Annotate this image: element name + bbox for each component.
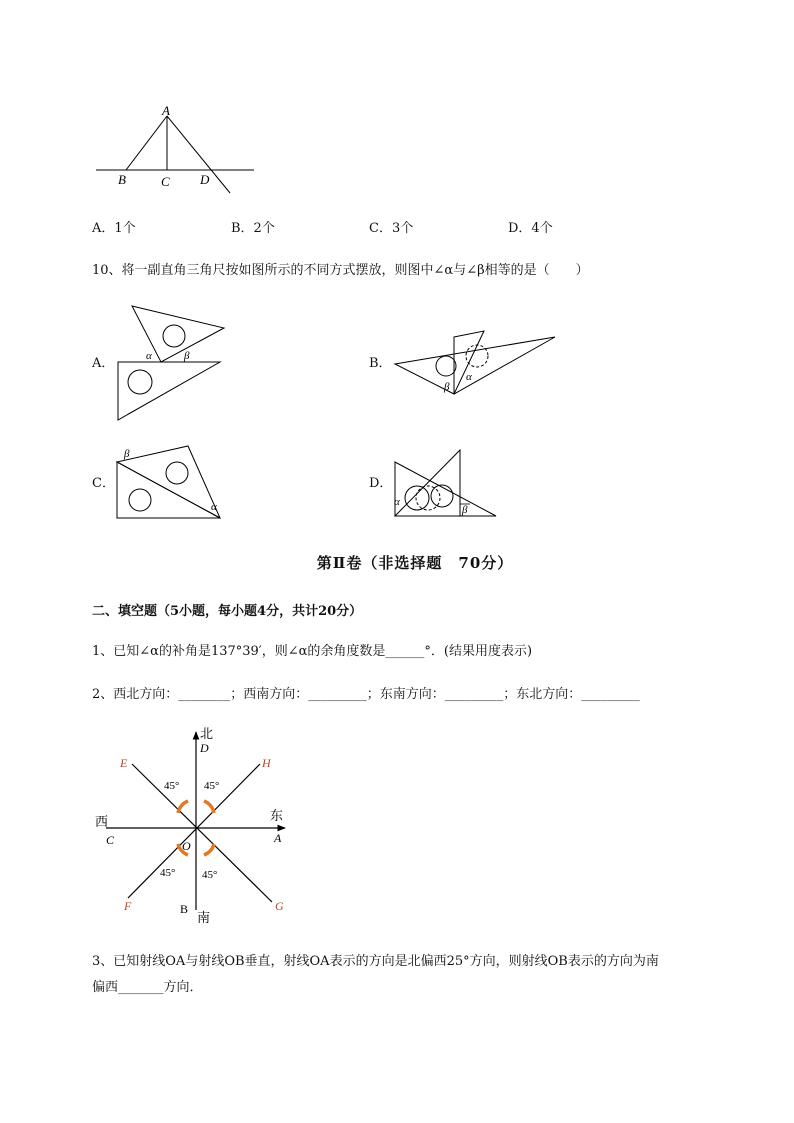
set-square-figure-a <box>108 300 230 425</box>
q9-option-c: C．3个 <box>369 221 414 236</box>
label-d: D <box>200 172 210 187</box>
label-b: B <box>118 172 126 187</box>
label-b: B <box>180 902 189 916</box>
angle-arc-ur <box>204 801 214 813</box>
q10-option-b: B． <box>369 356 392 371</box>
label-d: D <box>200 741 209 755</box>
east-label: 东 <box>270 808 284 823</box>
deg-lower-left: 45° <box>160 867 176 879</box>
compass-figure <box>92 722 302 927</box>
angle-arc-ul <box>178 801 188 813</box>
diagonal-e-g <box>132 764 272 902</box>
q10-option-c: C． <box>92 476 115 491</box>
section-heading: 二、填空题（5小题，每小题4分，共计20分） <box>92 604 363 619</box>
side-ad <box>167 116 230 193</box>
label-o: O <box>182 839 191 853</box>
beta-label: β <box>184 350 190 362</box>
north-label: 北 <box>200 726 214 741</box>
alpha-label: α <box>394 496 400 508</box>
alpha-label: α <box>211 501 217 513</box>
west-label: 西 <box>95 814 109 829</box>
side-ab <box>126 116 167 170</box>
q9-option-d: D．4个 <box>508 221 553 236</box>
part-title: 第Ⅱ卷（非选择题 70分） <box>316 554 514 572</box>
set-square-figure-b <box>392 328 562 400</box>
deg-upper-left: 45° <box>164 780 180 792</box>
q10-option-a: A． <box>92 356 115 371</box>
fill-question-3-line-2: 偏西_______方向． <box>92 980 203 995</box>
beta-label: β <box>444 381 450 393</box>
label-h: H <box>262 756 271 770</box>
label-c: C <box>161 174 170 189</box>
beta-label: β <box>124 448 130 460</box>
deg-upper-right: 45° <box>204 780 220 792</box>
q10-text: 10、将一副直角三角尺按如图所示的不同方式摆放，则图中∠α与∠β相等的是（ ） <box>92 263 589 278</box>
q9-option-b: B．2个 <box>231 221 275 236</box>
fill-question-3-line-1: 3、已知射线OA与射线OB垂直，射线OA表示的方向是北偏西25°方向，则射线OB表示的方向为南 <box>92 954 659 969</box>
label-e: E <box>120 756 128 770</box>
triangle-figure <box>90 100 270 200</box>
fill-question-2: 2、西北方向：________；西南方向：_________；东南方向：_________；东北方向：_________ <box>92 687 640 702</box>
set-square-figure-d <box>390 448 502 520</box>
alpha-label: α <box>146 350 152 362</box>
deg-lower-right: 45° <box>202 869 218 881</box>
label-g: G <box>275 899 284 913</box>
label-a: A <box>274 831 282 845</box>
alpha-label: α <box>466 371 472 383</box>
label-f: F <box>124 899 132 913</box>
q10-option-d: D． <box>369 476 393 491</box>
beta-label: β <box>462 504 468 516</box>
set-square-figure-c <box>110 440 226 522</box>
label-a: A <box>162 103 170 118</box>
diagonal-h-f <box>128 764 260 898</box>
q9-option-a: A．1个 <box>92 221 136 236</box>
fill-question-1: 1、已知∠α的补角是137°39′，则∠α的余角度数是______°．(结果用度表示) <box>92 644 533 659</box>
angle-arc-lr <box>204 844 214 855</box>
label-c: C <box>106 833 115 847</box>
south-label: 南 <box>197 910 211 925</box>
